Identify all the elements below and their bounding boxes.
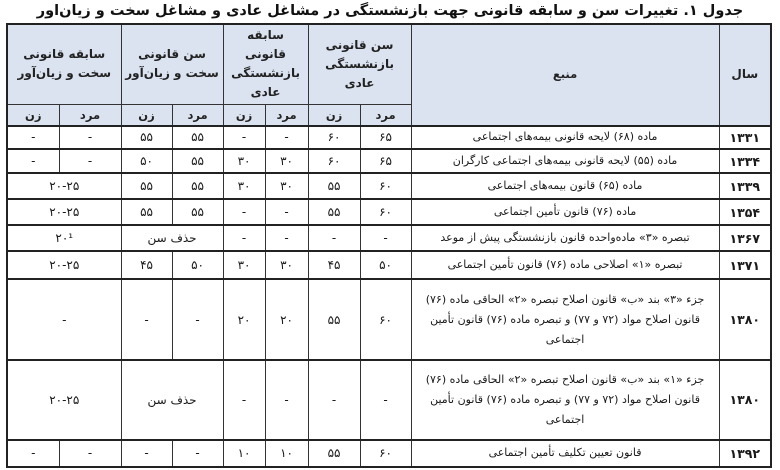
cell-normal-service-female: ۳۰ <box>223 251 265 279</box>
cell-year: ۱۳۸۰ <box>719 360 771 440</box>
cell-hard-service: ۲۰¹ <box>7 225 121 251</box>
cell-normal-service-male: - <box>265 199 308 225</box>
table-row <box>7 440 771 467</box>
cell-hard-age-male: - <box>172 279 223 359</box>
cell-normal-age-female: ۵۵ <box>308 199 360 225</box>
cell-normal-age-female: ۶۰ <box>308 126 360 150</box>
cell-hard-service: - <box>7 279 121 359</box>
cell-hard-age: حذف سن <box>121 360 223 440</box>
cell-normal-age-male: ۶۰ <box>360 199 411 225</box>
cell-normal-service-male: ۲۰ <box>265 279 308 359</box>
cell-source: قانون تعیین تکلیف تأمین اجتماعی <box>411 440 719 467</box>
cell-hard-age: حذف سن <box>121 225 223 251</box>
cell-normal-age-male: ۵۰ <box>360 251 411 279</box>
cell-source: ماده (۷۶) قانون تأمین اجتماعی <box>411 199 719 225</box>
cell-year: ۱۳۶۷ <box>719 225 771 251</box>
header-female: زن <box>7 104 59 126</box>
cell-hard-service-male: - <box>59 126 121 150</box>
cell-normal-age-female: ۵۵ <box>308 173 360 199</box>
header-female: زن <box>223 104 265 126</box>
cell-year: ۱۳۵۴ <box>719 199 771 225</box>
cell-hard-age-male: ۵۵ <box>172 149 223 173</box>
cell-year: ۱۳۳۹ <box>719 173 771 199</box>
header-hard-age: سن قانونی سخت و زیان‌آور <box>121 24 223 104</box>
cell-hard-service: ۲۰-۲۵ <box>7 360 121 440</box>
cell-year: ۱۳۳۱ <box>719 126 771 150</box>
cell-source: تبصره «۱» اصلاحی ماده (۷۶) قانون تأمین اجتماعی <box>411 251 719 279</box>
table-row <box>7 149 771 173</box>
cell-normal-age-female: ۵۵ <box>308 440 360 467</box>
cell-hard-service-female: - <box>7 149 59 173</box>
cell-normal-service-male: ۳۰ <box>265 173 308 199</box>
cell-hard-age-male: ۵۵ <box>172 199 223 225</box>
cell-hard-age-male: ۵۵ <box>172 173 223 199</box>
cell-normal-age-male: ۶۵ <box>360 126 411 150</box>
cell-hard-age-female: - <box>121 279 172 359</box>
cell-hard-age-male: ۵۰ <box>172 251 223 279</box>
cell-normal-service-male: - <box>265 225 308 251</box>
cell-source: جزء «۱» بند «ب» قانون اصلاح تبصره «۲» الحاقی ماده (۷۶) قانون اصلاح مواد (۷۲ و ۷۷) و تبصره ماده (۷۶) قانون تأمین اجتماعی <box>411 360 719 440</box>
cell-normal-service-male: ۳۰ <box>265 149 308 173</box>
cell-hard-age-male: - <box>172 440 223 467</box>
table-title: جدول ۱. تغییرات سن و سابقه قانونی جهت بازنشستگی در مشاغل عادی و مشاغل سخت و زیان‌اور <box>36 3 744 19</box>
cell-normal-service-female: - <box>223 126 265 150</box>
cell-source: ماده (۵۵) لایحه قانونی بیمه‌های اجتماعی کارگران <box>411 149 719 173</box>
header-hard-service: سابقه قانونی سخت و زیان‌آور <box>7 24 121 104</box>
cell-normal-service-female: ۱۰ <box>223 440 265 467</box>
table-row <box>7 360 771 440</box>
cell-hard-age-female: ۵۰ <box>121 149 172 173</box>
cell-normal-age-female: - <box>308 360 360 440</box>
header-male: مرد <box>360 104 411 126</box>
cell-year: ۱۳۹۲ <box>719 440 771 467</box>
cell-hard-age-male: ۵۵ <box>172 126 223 150</box>
cell-hard-service-female: - <box>7 126 59 150</box>
header-female: زن <box>121 104 172 126</box>
cell-normal-service-male: - <box>265 360 308 440</box>
cell-source: ماده (۶۵) قانون بیمه‌های اجتماعی <box>411 173 719 199</box>
table-row <box>7 126 771 150</box>
header-normal-service: سابقه قانونی بازنشستگی عادی <box>223 24 308 104</box>
cell-normal-service-male: - <box>265 126 308 150</box>
cell-source: تبصره «۳» ماده‌واحده قانون بازنشستگی پیش از موعد <box>411 225 719 251</box>
cell-hard-age-female: ۵۵ <box>121 126 172 150</box>
cell-normal-service-female: ۳۰ <box>223 173 265 199</box>
cell-normal-age-male: ۶۰ <box>360 440 411 467</box>
table-row <box>7 251 771 279</box>
header-year: سال <box>719 24 771 126</box>
cell-normal-service-female: - <box>223 199 265 225</box>
cell-normal-age-male: ۶۰ <box>360 279 411 359</box>
cell-source: جزء «۳» بند «ب» قانون اصلاح تبصره «۲» الحاقی ماده (۷۶) قانون اصلاح مواد (۷۲ و ۷۷) و تبصره ماده (۷۶) قانون تأمین اجتماعی <box>411 279 719 359</box>
cell-normal-age-male: - <box>360 360 411 440</box>
retirement-table <box>6 23 772 468</box>
cell-normal-age-female: ۴۵ <box>308 251 360 279</box>
cell-normal-age-female: ۵۵ <box>308 279 360 359</box>
cell-normal-service-female: - <box>223 360 265 440</box>
table-row <box>7 225 771 251</box>
cell-normal-age-male: ۶۰ <box>360 173 411 199</box>
cell-hard-service: ۲۰-۲۵ <box>7 251 121 279</box>
table-row <box>7 279 771 359</box>
cell-year: ۱۳۸۰ <box>719 279 771 359</box>
header-male: مرد <box>265 104 308 126</box>
header-female: زن <box>308 104 360 126</box>
cell-source: ماده (۶۸) لایحه قانونی بیمه‌های اجتماعی <box>411 126 719 150</box>
header-male: مرد <box>172 104 223 126</box>
cell-hard-age-female: ۵۵ <box>121 199 172 225</box>
cell-normal-age-male: ۶۵ <box>360 149 411 173</box>
cell-normal-age-female: - <box>308 225 360 251</box>
cell-hard-service-male: - <box>59 149 121 173</box>
cell-hard-age-female: - <box>121 440 172 467</box>
header-source: منبع <box>411 24 719 126</box>
cell-year: ۱۳۳۴ <box>719 149 771 173</box>
header-male: مرد <box>59 104 121 126</box>
cell-normal-service-male: ۳۰ <box>265 251 308 279</box>
cell-hard-age-female: ۵۵ <box>121 173 172 199</box>
cell-normal-age-female: ۶۰ <box>308 149 360 173</box>
cell-normal-service-female: ۳۰ <box>223 149 265 173</box>
cell-hard-service: ۲۰-۲۵ <box>7 173 121 199</box>
cell-normal-service-male: ۱۰ <box>265 440 308 467</box>
cell-normal-service-female: ۲۰ <box>223 279 265 359</box>
cell-hard-age-female: ۴۵ <box>121 251 172 279</box>
cell-hard-service-female: - <box>7 440 59 467</box>
header-normal-age: سن قانونی بازنشستگی عادی <box>308 24 411 104</box>
cell-hard-service-male: - <box>59 440 121 467</box>
cell-normal-age-male: - <box>360 225 411 251</box>
cell-hard-service: ۲۰-۲۵ <box>7 199 121 225</box>
table-row <box>7 173 771 199</box>
table-row <box>7 199 771 225</box>
cell-year: ۱۳۷۱ <box>719 251 771 279</box>
cell-normal-service-female: - <box>223 225 265 251</box>
